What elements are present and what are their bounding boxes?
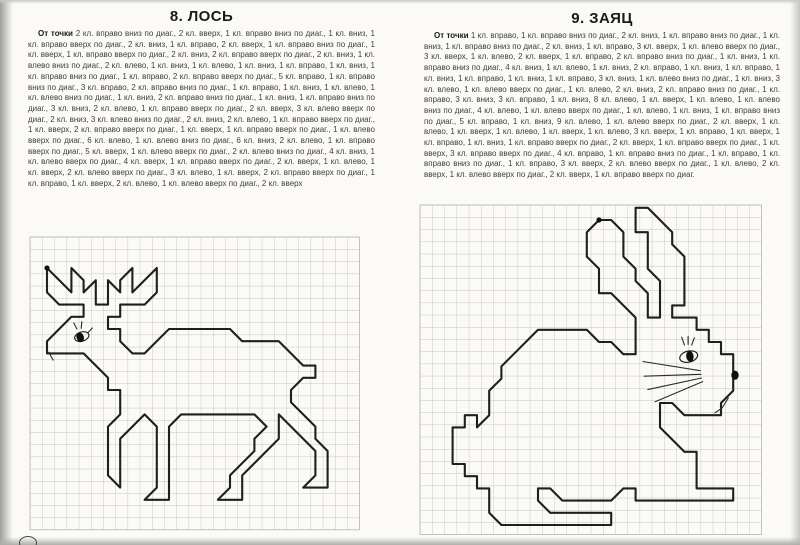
corner-mark [19, 536, 37, 545]
page-hare [424, 10, 780, 181]
grid-left [30, 237, 359, 530]
instructions-moose [28, 29, 375, 190]
from-point-label-hare: От точки [434, 31, 469, 40]
instructions-hare [424, 31, 780, 181]
instructions-text-hare: 1 кл. вправо, 1 кл. вправо вниз по диаг., 2 кл. вниз, 1 кл. вправо вниз по диаг., 1 кл. вниз, 1 кл. вправо вниз по диаг., 2 кл. вниз, 1 кл. вправо, 3 кл. вверх, 1 кл. влево вверх по диаг., 3 кл. вверх, 1 кл. влево, 2 кл. вверх, 1 кл. вправо, 2 кл. вправо вниз по диаг., 1 кл. вниз, 1 кл. вправо вниз по диаг., 4 кл. вниз, 1 кл. влево, 1 кл. вниз, 2 кл. вправо, 1 кл. вниз, 1 кл. вправо, 1 кл. вниз, 1 кл. вправо, 1 кл. вниз, 1 кл. вправо, 3 кл. вниз, 1 кл. влево вниз по диаг., 1 кл. вниз, 3 кл. влево, 1 кл. влево вверх по диаг., 1 кл. влево, 2 кл. вниз, 2 кл. вправо вниз по диаг., 1 кл. вправо, 3 кл. вниз, 3 кл. вправо, 1 кл. вниз, 8 кл. влево, 1 кл. вверх, 1 кл. влево, 1 кл. влево вниз по диаг., 4 кл. влево, 1 кл. влево вверх по диаг., 1 кл. влево, 1 кл. вниз, 1 кл. вправо вниз по диаг., 5 кл. вправо, 1 кл. вниз, 9 кл. влево, 1 кл. влево вверх по диаг., 2 кл. вверх, 1 кл. влево, 1 кл. вверх, 1 кл. влево, 1 кл. вверх, 1 кл. влево, 3 кл. вверх, 1 кл. вправо, 1 кл. вверх, 1 кл. вправо, 1 кл. вниз, 1 кл. вправо вверх по диаг., 2 кл. вверх, 1 кл. вправо вверх по диаг., 1 кл. вверх, 3 кл. вправо вверх по диаг., 4 кл. вправо, 1 кл. вправо вниз по диаг., 1 кл. вправо, 1 кл. вправо вниз по диаг., 1 кл. вправо, 3 кл. вверх, 2 кл. влево вверх по диаг., 1 кл. влево, 2 кл. вверх, 1 кл. влево вверх по диаг., 2 кл. вверх, 1 кл. вправо вверх по диаг. [424, 31, 780, 180]
from-point-label-moose: От точки [38, 29, 73, 38]
page-title-moose: 8. ЛОСЬ [169, 8, 234, 25]
page-moose [28, 8, 375, 190]
instructions-text-moose: 2 кл. вправо вниз по диаг., 2 кл. вверх, 1 кл. вправо вниз по диаг., 1 кл. вниз, 1 кл. вправо вверх по диаг., 2 кл. вниз, 1 кл. вправо, 2 кл. вверх, 1 кл. вправо вниз по диаг., 1 кл. вверх, 1 кл. вправо вверх по диаг., 2 кл. вниз, 2 кл. вправо вверх по диаг., 2 кл. вниз, 1 кл. влево вниз по диаг., 2 кл. влево, 1 кл. вниз, 1 кл. влево, 1 кл. вниз, 1 кл. вправо, 1 кл. вниз, 1 кл. вправо вниз по диаг., 1 кл. вправо, 2 кл. вправо вверх по диаг., 5 кл. вправо, 1 кл. вправо вниз по диаг., 3 кл. вправо, 2 кл. вправо вниз по диаг., 1 кл. вправо, 1 кл. вниз, 1 кл. влево, 1 кл. влево вниз по диаг., 1 кл. вниз, 2 кл. вправо вниз по диаг., 1 кл. вниз, 1 кл. вправо вниз по диаг., 3 кл. вниз, 2 кл. влево, 1 кл. вправо вверх по диаг., 2 кл. вверх, 3 кл. влево вверх по диаг., 2 кл. вниз, 3 кл. влево вниз по диаг., 2 кл. вниз, 2 кл. влево, 1 кл. вправо вверх по диаг., 1 кл. вверх, 2 кл. вправо вверх по диаг., 1 кл. вверх, 1 кл. вправо вверх по диаг., 1 кл. влево вверх по диаг., 6 кл. влево, 1 кл. влево вниз по диаг., 6 кл. вниз, 2 кл. влево, 1 кл. вправо вверх по диаг., 5 кл. вверх, 1 кл. влево вверх по диаг., 2 кл. влево вниз по диаг., 4 кл. вниз, 1 кл. влево вверх по диаг., 4 кл. вверх, 1 кл. вправо вверх по диаг., 2 кл. вверх, 1 кл. влево, 1 кл. вверх, 2 кл. влево вверх по диаг., 3 кл. влево, 1 кл. вверх, 2 кл. вправо вверх по диаг., 1 кл. вправо, 1 кл. вверх, 2 кл. влево, 1 кл. влево вверх по диаг., 2 кл. вверх [28, 29, 375, 188]
page-title-hare: 9. ЗАЯЦ [571, 10, 633, 27]
grid-right [420, 205, 762, 534]
